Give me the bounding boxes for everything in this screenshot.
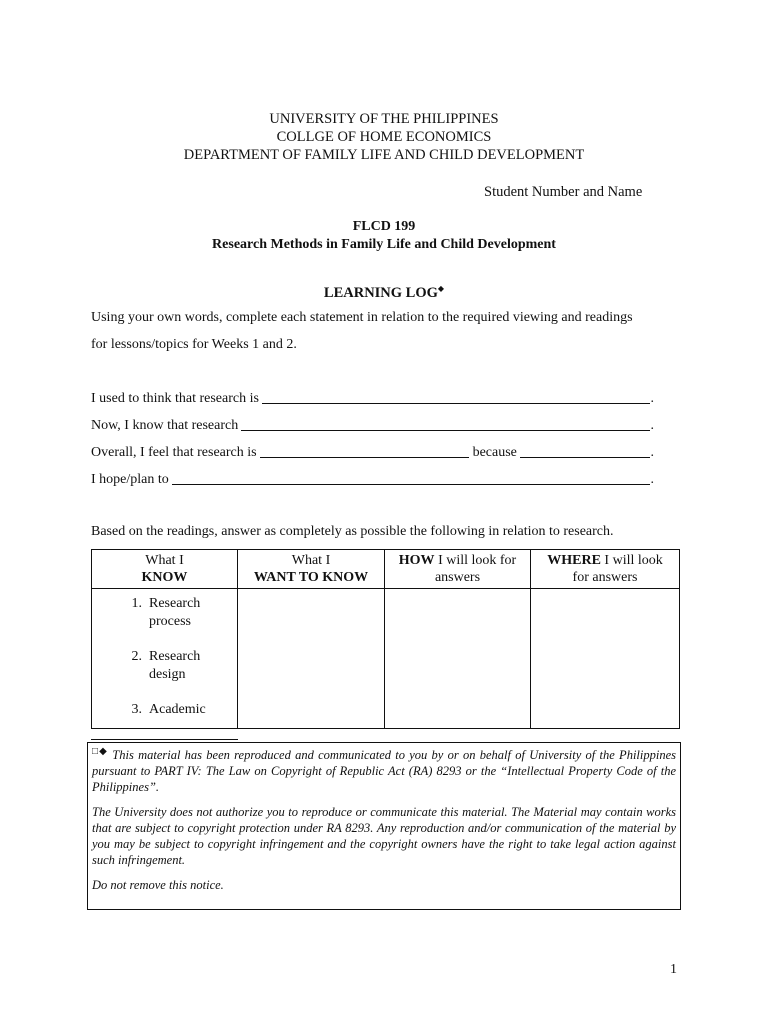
list-item: 1. Research process xyxy=(131,596,201,629)
notice-paragraph-2: The University does not authorize you to reproduce or communicate this material. The Material may contain works that are subject to copyright protection under RA 8293. Any reproduction and/or communication of the material by you may be subject to copyright infringement and the copyright owners have the right to take legal action against such infringement. xyxy=(92,805,676,867)
statement-label: Now, I know that research xyxy=(91,418,239,433)
college-name: COLLGE OF HOME ECONOMICS xyxy=(276,129,492,145)
header-line: answers xyxy=(434,570,481,585)
statement-used-to-think: I used to think that research is . xyxy=(91,391,654,406)
answer-blank-used-to-think[interactable] xyxy=(262,389,650,404)
want-to-know-cell[interactable] xyxy=(238,589,385,729)
statement-label: Overall, I feel that research is xyxy=(91,445,257,460)
header-line: WANT TO KNOW xyxy=(253,570,369,585)
header-want-to-know xyxy=(238,550,385,589)
footnote-rule xyxy=(91,739,238,740)
header-bold-word: WHERE xyxy=(547,553,601,568)
statement-hope-plan: I hope/plan to . xyxy=(91,472,654,487)
student-number-name-label: Student Number and Name xyxy=(484,184,643,200)
notice-paragraph-3: Do not remove this notice. xyxy=(92,878,224,892)
list-item: 2. Research design xyxy=(131,649,201,682)
header-line: KNOW xyxy=(141,570,188,585)
readings-prompt: Based on the readings, answer as completely as possible the following in relation to research. xyxy=(91,524,614,539)
instructions-line-2: for lessons/topics for Weeks 1 and 2. xyxy=(91,337,297,352)
diamond-mark-icon: ◆ xyxy=(437,284,445,293)
header-how-look xyxy=(385,550,531,589)
answer-blank-hope-plan[interactable] xyxy=(172,470,650,485)
course-code: FLCD 199 xyxy=(352,219,416,234)
header-line: What I xyxy=(145,553,184,568)
header-line: I will look for xyxy=(434,553,517,568)
statement-overall-feel: Overall, I feel that research is because . xyxy=(91,445,654,460)
because-label: because xyxy=(472,445,517,460)
statement-label: I hope/plan to xyxy=(91,472,169,487)
header-line: I will look xyxy=(600,553,663,568)
header-bold-word: HOW xyxy=(398,553,435,568)
kwl-table xyxy=(91,549,680,729)
instructions-line-1: Using your own words, complete each statement in relation to the required viewing and readings xyxy=(91,310,633,325)
university-name: UNIVERSITY OF THE PHILIPPINES xyxy=(269,111,499,127)
page-number: 1 xyxy=(670,962,677,977)
header-line: What I xyxy=(291,553,331,568)
copyright-notice xyxy=(87,742,681,910)
statement-label: I used to think that research is xyxy=(91,391,259,406)
answer-blank-because[interactable] xyxy=(520,443,650,458)
how-look-cell[interactable] xyxy=(385,589,531,729)
answer-blank-feel[interactable] xyxy=(260,443,469,458)
know-topic-list xyxy=(92,589,237,719)
where-look-cell[interactable] xyxy=(531,589,680,729)
header-where-look xyxy=(531,550,680,589)
statement-now-i-know: Now, I know that research . xyxy=(91,418,654,433)
learning-log-title xyxy=(0,283,768,302)
notice-mark-icon: □◆ xyxy=(92,745,108,757)
learning-log-label: LEARNING LOG xyxy=(323,284,438,301)
notice-paragraph-1: □◆ This material has been reproduced and communicated to you by or on behalf of University of the Philippines pursuant to PART IV: The Law on Copyright of Republic Act (RA) 8293 or the “Intellectual Property Code of the Philippines”. xyxy=(92,745,676,794)
header-line: for answers xyxy=(572,570,638,585)
header-what-i-know xyxy=(92,550,238,589)
list-item: 3. Academic xyxy=(131,702,206,717)
department-name: DEPARTMENT OF FAMILY LIFE AND CHILD DEVELOPMENT xyxy=(183,147,585,163)
course-title: Research Methods in Family Life and Child Development xyxy=(212,237,556,252)
know-cell xyxy=(92,589,238,729)
answer-blank-now-i-know[interactable] xyxy=(241,416,649,431)
